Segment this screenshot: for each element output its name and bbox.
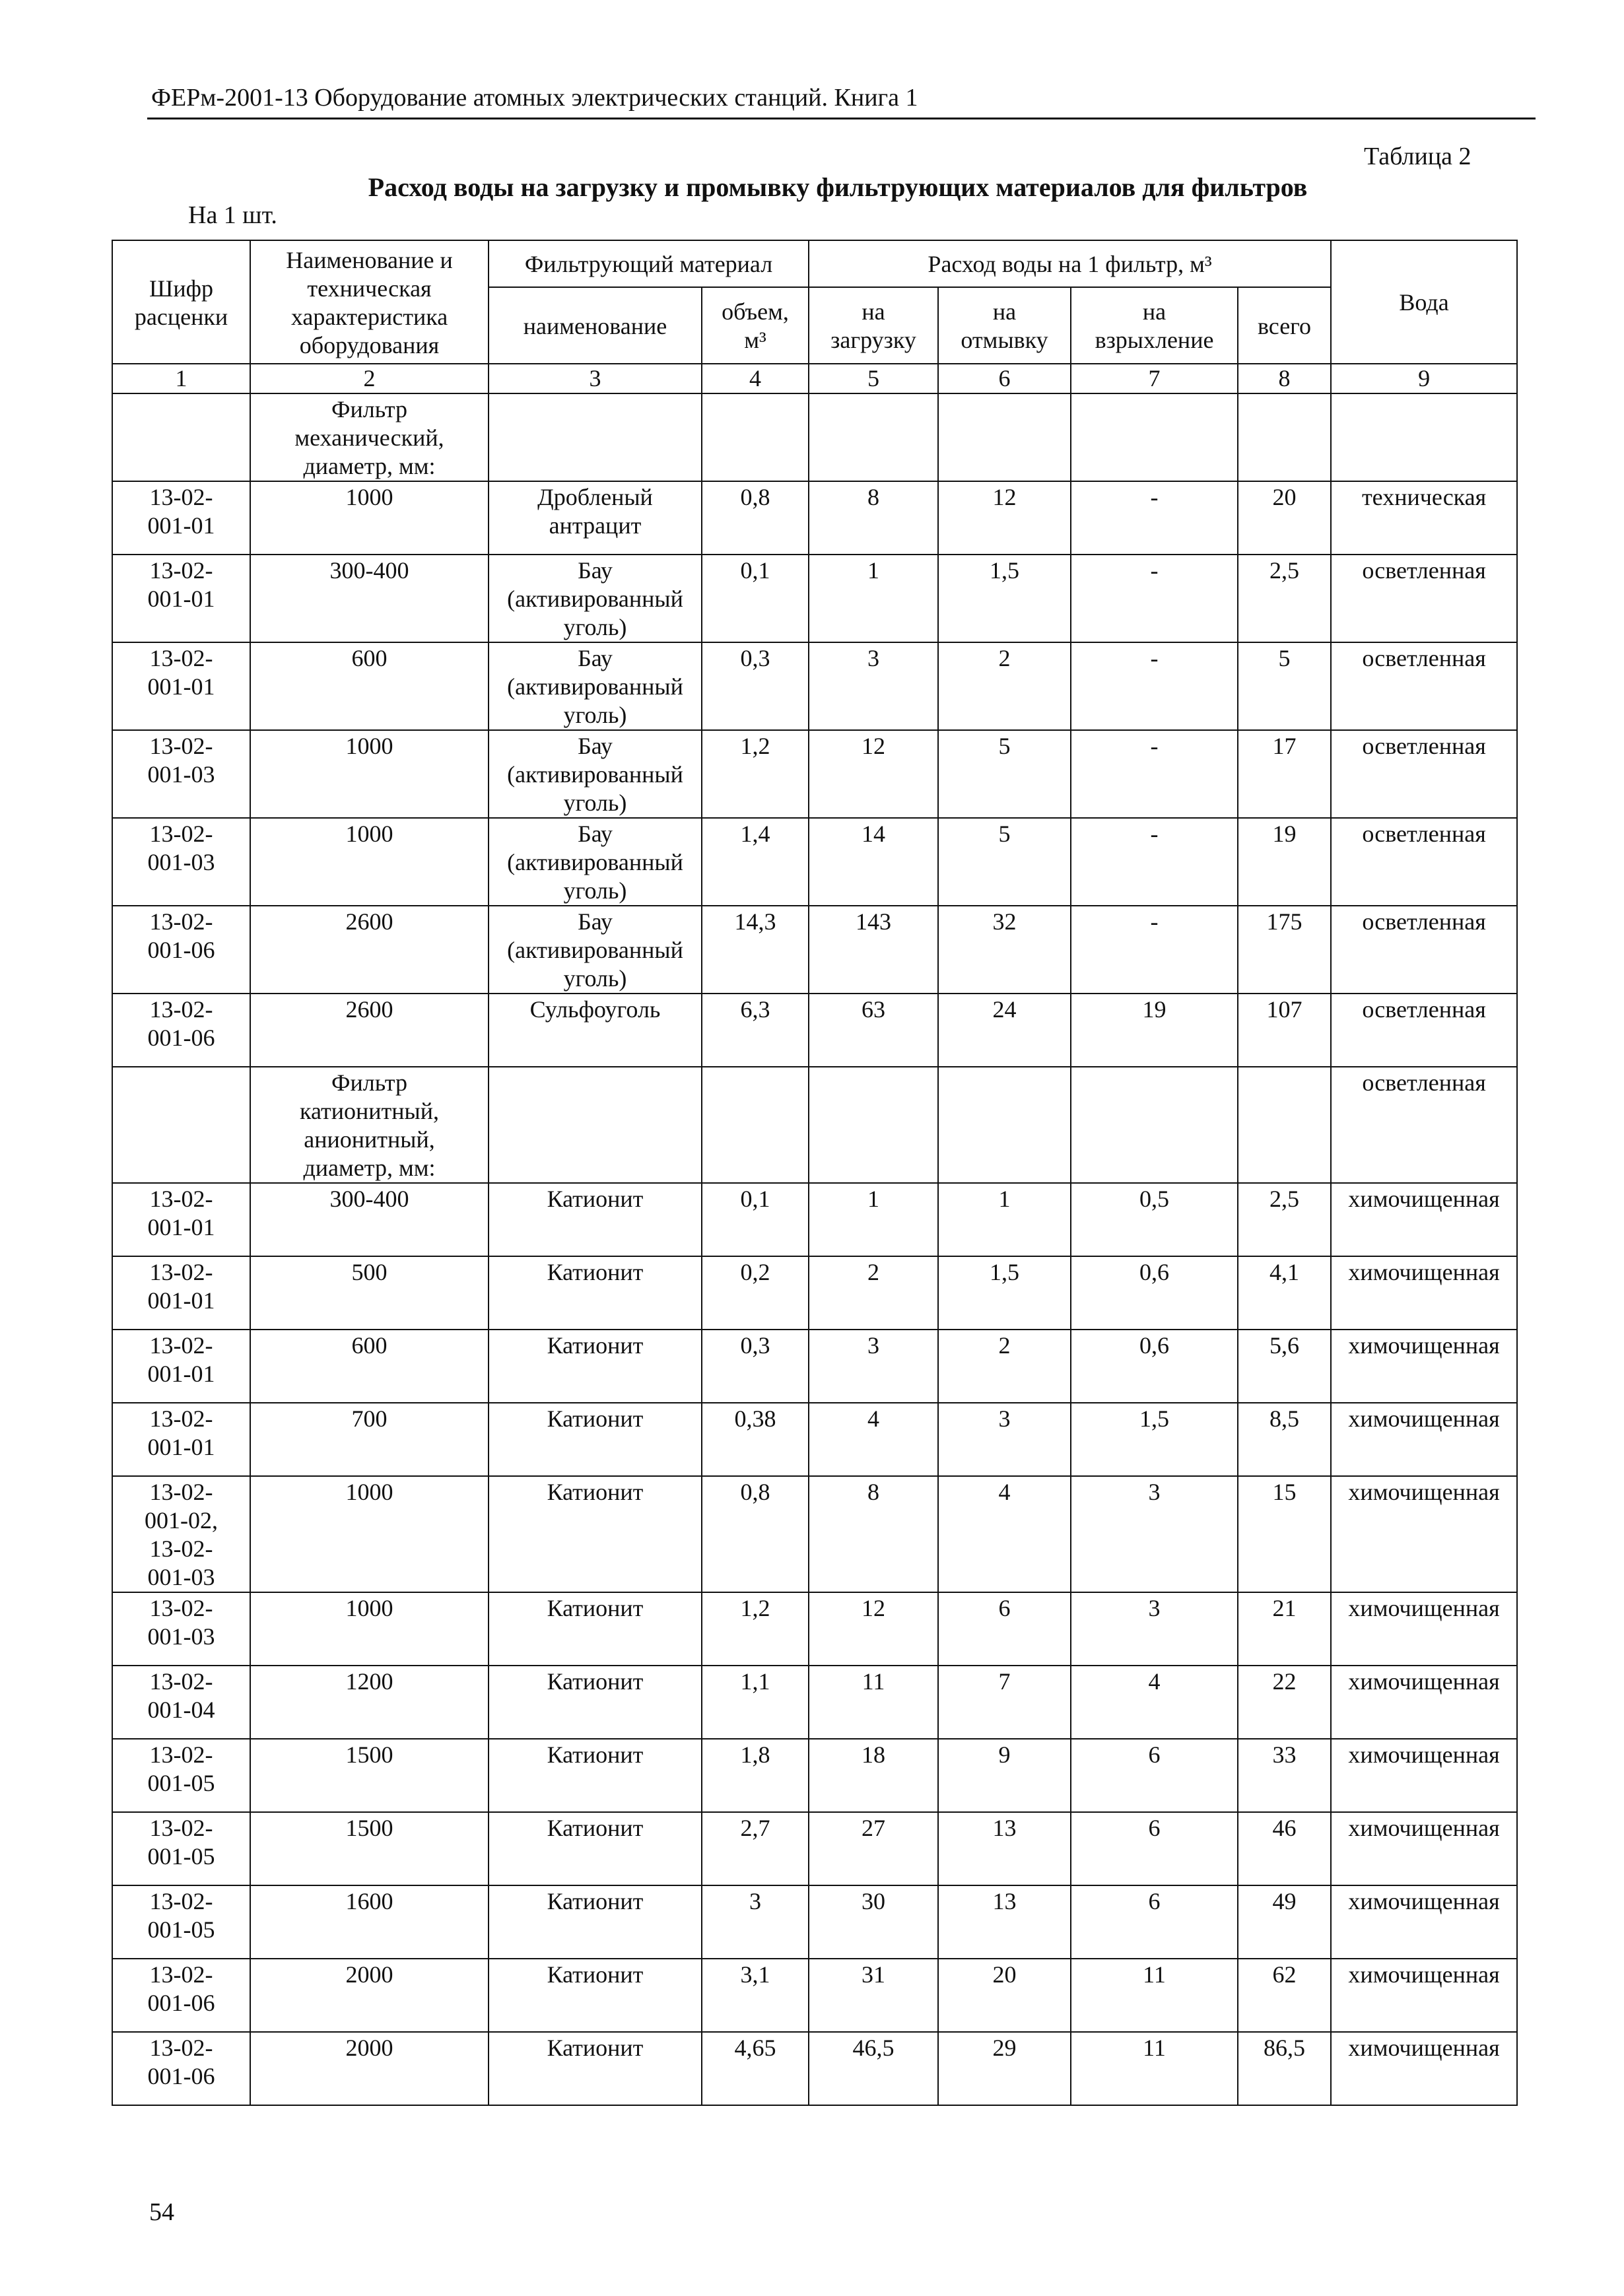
header-row-top bbox=[112, 240, 1517, 287]
cell-water-total: 2,5 bbox=[1238, 555, 1331, 642]
cell-water-loading: 31 bbox=[809, 1959, 938, 2032]
cell-code bbox=[112, 393, 250, 481]
cell-water-washing bbox=[938, 393, 1071, 481]
cell-volume: 6,3 bbox=[702, 994, 809, 1067]
cell-water-washing: 4 bbox=[938, 1476, 1071, 1592]
cell-equipment: 1000 bbox=[250, 1592, 489, 1666]
cell-water-loading: 143 bbox=[809, 906, 938, 994]
cell-water-total: 19 bbox=[1238, 818, 1331, 906]
cell-volume: 0,1 bbox=[702, 555, 809, 642]
cell-water-total: 22 bbox=[1238, 1666, 1331, 1739]
cell-water-loading: 2 bbox=[809, 1256, 938, 1330]
cell-material: Бау (активированный уголь) bbox=[489, 555, 702, 642]
table-row bbox=[112, 1812, 1517, 1885]
cell-material: Катионит bbox=[489, 1476, 702, 1592]
cell-water-washing bbox=[938, 1067, 1071, 1183]
cell-water-loosening: 3 bbox=[1071, 1476, 1238, 1592]
cell-water-type: техническая bbox=[1331, 481, 1517, 555]
cell-volume bbox=[702, 1067, 809, 1183]
cell-water-type: химочищенная bbox=[1331, 1330, 1517, 1403]
cell-water-loading: 8 bbox=[809, 1476, 938, 1592]
cell-equipment: 600 bbox=[250, 642, 489, 730]
table-row bbox=[112, 1959, 1517, 2032]
cell-volume bbox=[702, 393, 809, 481]
cell-volume: 0,3 bbox=[702, 642, 809, 730]
cell-water-loosening: 3 bbox=[1071, 1592, 1238, 1666]
cell-water-type bbox=[1331, 393, 1517, 481]
table-row bbox=[112, 1739, 1517, 1812]
cell-volume: 0,3 bbox=[702, 1330, 809, 1403]
cell-code: 13-02- 001-06 bbox=[112, 1959, 250, 2032]
cell-volume: 4,65 bbox=[702, 2032, 809, 2105]
cell-water-type: химочищенная bbox=[1331, 2032, 1517, 2105]
table-row bbox=[112, 1403, 1517, 1476]
cell-water-loading: 63 bbox=[809, 994, 938, 1067]
cell-water-washing: 1 bbox=[938, 1183, 1071, 1256]
cell-water-loosening: - bbox=[1071, 642, 1238, 730]
cell-water-loosening: - bbox=[1071, 906, 1238, 994]
cell-equipment: 500 bbox=[250, 1256, 489, 1330]
cell-material: Бау (активированный уголь) bbox=[489, 730, 702, 818]
cell-water-total: 20 bbox=[1238, 481, 1331, 555]
cell-equipment: 300-400 bbox=[250, 1183, 489, 1256]
cell-code: 13-02- 001-06 bbox=[112, 994, 250, 1067]
cell-water-total: 5,6 bbox=[1238, 1330, 1331, 1403]
cell-code bbox=[112, 1067, 250, 1183]
table-row bbox=[112, 730, 1517, 818]
cell-material: Катионит bbox=[489, 1959, 702, 2032]
cell-material: Бау (активированный уголь) bbox=[489, 906, 702, 994]
section-row bbox=[112, 1067, 1517, 1183]
cell-water-type: осветленная bbox=[1331, 642, 1517, 730]
cell-water-loosening: 0,6 bbox=[1071, 1330, 1238, 1403]
table-row bbox=[112, 1476, 1517, 1592]
cell-water-loading: 14 bbox=[809, 818, 938, 906]
cell-water-type: осветленная bbox=[1331, 994, 1517, 1067]
table-row bbox=[112, 906, 1517, 994]
col-header-material-volume: объем, м³ bbox=[702, 287, 809, 364]
cell-material: Катионит bbox=[489, 1812, 702, 1885]
cell-material: Катионит bbox=[489, 2032, 702, 2105]
cell-water-total: 46 bbox=[1238, 1812, 1331, 1885]
cell-water-washing: 2 bbox=[938, 1330, 1071, 1403]
cell-water-total: 15 bbox=[1238, 1476, 1331, 1592]
col-header-water-type: Вода bbox=[1331, 240, 1517, 364]
cell-volume: 1,4 bbox=[702, 818, 809, 906]
cell-water-loading: 30 bbox=[809, 1885, 938, 1959]
cell-water-washing: 3 bbox=[938, 1403, 1071, 1476]
col-header-water-group: Расход воды на 1 фильтр, м³ bbox=[809, 240, 1331, 287]
cell-water-loosening: 4 bbox=[1071, 1666, 1238, 1739]
table-row bbox=[112, 994, 1517, 1067]
cell-material: Бау (активированный уголь) bbox=[489, 642, 702, 730]
cell-water-loading: 12 bbox=[809, 730, 938, 818]
cell-material: Катионит bbox=[489, 1666, 702, 1739]
cell-water-type: осветленная bbox=[1331, 1067, 1517, 1183]
cell-code: 13-02- 001-04 bbox=[112, 1666, 250, 1739]
cell-water-loosening: - bbox=[1071, 481, 1238, 555]
table-row bbox=[112, 1183, 1517, 1256]
table-row bbox=[112, 1330, 1517, 1403]
table-row bbox=[112, 481, 1517, 555]
cell-water-washing: 20 bbox=[938, 1959, 1071, 2032]
cell-water-loosening: - bbox=[1071, 818, 1238, 906]
cell-equipment: 1500 bbox=[250, 1739, 489, 1812]
cell-material: Катионит bbox=[489, 1330, 702, 1403]
cell-equipment: 1500 bbox=[250, 1812, 489, 1885]
cell-water-total: 5 bbox=[1238, 642, 1331, 730]
table-row bbox=[112, 1592, 1517, 1666]
cell-water-washing: 24 bbox=[938, 994, 1071, 1067]
cell-water-loosening: 11 bbox=[1071, 1959, 1238, 2032]
cell-code: 13-02- 001-03 bbox=[112, 730, 250, 818]
cell-equipment: 1000 bbox=[250, 1476, 489, 1592]
cell-water-loading bbox=[809, 393, 938, 481]
cell-code: 13-02- 001-05 bbox=[112, 1885, 250, 1959]
cell-water-loosening: 0,6 bbox=[1071, 1256, 1238, 1330]
cell-volume: 1,1 bbox=[702, 1666, 809, 1739]
cell-water-type: осветленная bbox=[1331, 906, 1517, 994]
cell-water-total: 86,5 bbox=[1238, 2032, 1331, 2105]
cell-water-total: 8,5 bbox=[1238, 1403, 1331, 1476]
cell-water-washing: 7 bbox=[938, 1666, 1071, 1739]
cell-code: 13-02- 001-01 bbox=[112, 1403, 250, 1476]
cell-volume: 0,8 bbox=[702, 481, 809, 555]
cell-volume: 0,38 bbox=[702, 1403, 809, 1476]
cell-water-washing: 5 bbox=[938, 818, 1071, 906]
cell-water-washing: 32 bbox=[938, 906, 1071, 994]
cell-code: 13-02- 001-01 bbox=[112, 1183, 250, 1256]
cell-volume: 0,2 bbox=[702, 1256, 809, 1330]
cell-water-type: химочищенная bbox=[1331, 1739, 1517, 1812]
col-header-loading: на загрузку bbox=[809, 287, 938, 364]
cell-water-type: осветленная bbox=[1331, 730, 1517, 818]
page-number: 54 bbox=[149, 2198, 174, 2226]
column-number: 4 bbox=[702, 364, 809, 393]
cell-water-washing: 29 bbox=[938, 2032, 1071, 2105]
table-row bbox=[112, 818, 1517, 906]
cell-material bbox=[489, 393, 702, 481]
cell-volume: 1,2 bbox=[702, 1592, 809, 1666]
cell-volume: 14,3 bbox=[702, 906, 809, 994]
cell-material: Сульфоуголь bbox=[489, 994, 702, 1067]
cell-water-total: 175 bbox=[1238, 906, 1331, 994]
column-number: 2 bbox=[250, 364, 489, 393]
cell-water-type: химочищенная bbox=[1331, 1959, 1517, 2032]
table-row bbox=[112, 2032, 1517, 2105]
cell-equipment: Фильтр катионитный, анионитный, диаметр, мм: bbox=[250, 1067, 489, 1183]
cell-water-washing: 9 bbox=[938, 1739, 1071, 1812]
column-number: 1 bbox=[112, 364, 250, 393]
cell-code: 13-02- 001-05 bbox=[112, 1739, 250, 1812]
cell-code: 13-02- 001-06 bbox=[112, 906, 250, 994]
column-number: 3 bbox=[489, 364, 702, 393]
col-header-code: Шифр расценки bbox=[112, 240, 250, 364]
cell-code: 13-02- 001-05 bbox=[112, 1812, 250, 1885]
cell-water-loosening: - bbox=[1071, 555, 1238, 642]
cell-water-loosening: 6 bbox=[1071, 1885, 1238, 1959]
cell-water-loading: 3 bbox=[809, 642, 938, 730]
cell-water-type: химочищенная bbox=[1331, 1885, 1517, 1959]
cell-equipment: 600 bbox=[250, 1330, 489, 1403]
table-title: Расход воды на загрузку и промывку фильтрующих материалов для фильтров bbox=[368, 172, 1308, 202]
cell-water-type: химочищенная bbox=[1331, 1666, 1517, 1739]
cell-water-loading: 27 bbox=[809, 1812, 938, 1885]
unit-note: На 1 шт. bbox=[188, 201, 277, 229]
cell-equipment: 2000 bbox=[250, 2032, 489, 2105]
table-row bbox=[112, 555, 1517, 642]
cell-volume: 1,2 bbox=[702, 730, 809, 818]
cell-material: Дробленый антрацит bbox=[489, 481, 702, 555]
cell-equipment: 2600 bbox=[250, 994, 489, 1067]
water-consumption-table bbox=[112, 240, 1518, 2106]
cell-code: 13-02- 001-02, 13-02- 001-03 bbox=[112, 1476, 250, 1592]
cell-water-total bbox=[1238, 1067, 1331, 1183]
cell-material: Бау (активированный уголь) bbox=[489, 818, 702, 906]
cell-water-washing: 13 bbox=[938, 1885, 1071, 1959]
cell-code: 13-02- 001-01 bbox=[112, 1256, 250, 1330]
cell-material: Катионит bbox=[489, 1403, 702, 1476]
cell-equipment: 1600 bbox=[250, 1885, 489, 1959]
cell-water-type: химочищенная bbox=[1331, 1183, 1517, 1256]
cell-water-type: осветленная bbox=[1331, 555, 1517, 642]
cell-material bbox=[489, 1067, 702, 1183]
cell-volume: 0,1 bbox=[702, 1183, 809, 1256]
col-header-material-group: Фильтрующий материал bbox=[489, 240, 809, 287]
cell-water-total: 17 bbox=[1238, 730, 1331, 818]
cell-water-loading: 4 bbox=[809, 1403, 938, 1476]
cell-water-total: 4,1 bbox=[1238, 1256, 1331, 1330]
col-header-loosening: на взрыхление bbox=[1071, 287, 1238, 364]
cell-water-loosening: 0,5 bbox=[1071, 1183, 1238, 1256]
cell-water-loosening: 11 bbox=[1071, 2032, 1238, 2105]
cell-water-loosening: 6 bbox=[1071, 1812, 1238, 1885]
cell-water-washing: 2 bbox=[938, 642, 1071, 730]
cell-equipment: 2000 bbox=[250, 1959, 489, 2032]
cell-water-type: осветленная bbox=[1331, 818, 1517, 906]
column-number: 9 bbox=[1331, 364, 1517, 393]
cell-water-loosening: 6 bbox=[1071, 1739, 1238, 1812]
cell-equipment: Фильтр механический, диаметр, мм: bbox=[250, 393, 489, 481]
cell-water-washing: 1,5 bbox=[938, 1256, 1071, 1330]
cell-water-washing: 6 bbox=[938, 1592, 1071, 1666]
cell-water-loading: 18 bbox=[809, 1739, 938, 1812]
cell-material: Катионит bbox=[489, 1256, 702, 1330]
cell-water-washing: 12 bbox=[938, 481, 1071, 555]
running-header: ФЕРм-2001-13 Оборудование атомных электрических станций. Книга 1 bbox=[151, 84, 918, 112]
cell-equipment: 1000 bbox=[250, 730, 489, 818]
cell-material: Катионит bbox=[489, 1592, 702, 1666]
cell-volume: 1,8 bbox=[702, 1739, 809, 1812]
cell-code: 13-02- 001-01 bbox=[112, 1330, 250, 1403]
cell-water-loading: 8 bbox=[809, 481, 938, 555]
cell-water-total: 33 bbox=[1238, 1739, 1331, 1812]
cell-equipment: 1000 bbox=[250, 818, 489, 906]
cell-water-total: 62 bbox=[1238, 1959, 1331, 2032]
cell-code: 13-02- 001-03 bbox=[112, 818, 250, 906]
col-header-equipment: Наименование и техническая характеристика оборудования bbox=[250, 240, 489, 364]
cell-volume: 3,1 bbox=[702, 1959, 809, 2032]
cell-water-type: химочищенная bbox=[1331, 1476, 1517, 1592]
cell-water-type: химочищенная bbox=[1331, 1403, 1517, 1476]
column-number-row bbox=[112, 364, 1517, 393]
cell-material: Катионит bbox=[489, 1739, 702, 1812]
cell-water-total: 2,5 bbox=[1238, 1183, 1331, 1256]
cell-equipment: 300-400 bbox=[250, 555, 489, 642]
cell-water-loosening bbox=[1071, 1067, 1238, 1183]
col-header-material-name: наименование bbox=[489, 287, 702, 364]
cell-water-loosening: - bbox=[1071, 730, 1238, 818]
cell-code: 13-02- 001-03 bbox=[112, 1592, 250, 1666]
cell-water-total: 107 bbox=[1238, 994, 1331, 1067]
cell-volume: 0,8 bbox=[702, 1476, 809, 1592]
table-label: Таблица 2 bbox=[1364, 143, 1472, 170]
cell-code: 13-02- 001-01 bbox=[112, 555, 250, 642]
cell-water-type: химочищенная bbox=[1331, 1256, 1517, 1330]
cell-water-type: химочищенная bbox=[1331, 1592, 1517, 1666]
cell-equipment: 1200 bbox=[250, 1666, 489, 1739]
cell-water-total: 49 bbox=[1238, 1885, 1331, 1959]
cell-water-loading: 1 bbox=[809, 1183, 938, 1256]
cell-water-loading: 3 bbox=[809, 1330, 938, 1403]
cell-water-loading: 1 bbox=[809, 555, 938, 642]
column-number: 7 bbox=[1071, 364, 1238, 393]
cell-water-loading bbox=[809, 1067, 938, 1183]
cell-water-loading: 12 bbox=[809, 1592, 938, 1666]
cell-water-loading: 46,5 bbox=[809, 2032, 938, 2105]
cell-equipment: 2600 bbox=[250, 906, 489, 994]
column-number: 6 bbox=[938, 364, 1071, 393]
table-row bbox=[112, 1885, 1517, 1959]
cell-water-total bbox=[1238, 393, 1331, 481]
table-row bbox=[112, 1256, 1517, 1330]
cell-equipment: 700 bbox=[250, 1403, 489, 1476]
cell-code: 13-02- 001-01 bbox=[112, 642, 250, 730]
cell-water-type: химочищенная bbox=[1331, 1812, 1517, 1885]
cell-water-washing: 5 bbox=[938, 730, 1071, 818]
table-row bbox=[112, 1666, 1517, 1739]
column-number: 8 bbox=[1238, 364, 1331, 393]
cell-water-total: 21 bbox=[1238, 1592, 1331, 1666]
cell-volume: 2,7 bbox=[702, 1812, 809, 1885]
cell-water-loosening: 1,5 bbox=[1071, 1403, 1238, 1476]
col-header-washing: на отмывку bbox=[938, 287, 1071, 364]
cell-equipment: 1000 bbox=[250, 481, 489, 555]
cell-water-loosening: 19 bbox=[1071, 994, 1238, 1067]
section-row bbox=[112, 393, 1517, 481]
column-number: 5 bbox=[809, 364, 938, 393]
table-row bbox=[112, 642, 1517, 730]
header-rule bbox=[147, 118, 1536, 119]
cell-code: 13-02- 001-06 bbox=[112, 2032, 250, 2105]
cell-code: 13-02- 001-01 bbox=[112, 481, 250, 555]
cell-water-washing: 13 bbox=[938, 1812, 1071, 1885]
cell-water-loosening bbox=[1071, 393, 1238, 481]
cell-water-loading: 11 bbox=[809, 1666, 938, 1739]
cell-volume: 3 bbox=[702, 1885, 809, 1959]
col-header-total: всего bbox=[1238, 287, 1331, 364]
cell-water-washing: 1,5 bbox=[938, 555, 1071, 642]
cell-material: Катионит bbox=[489, 1183, 702, 1256]
cell-material: Катионит bbox=[489, 1885, 702, 1959]
